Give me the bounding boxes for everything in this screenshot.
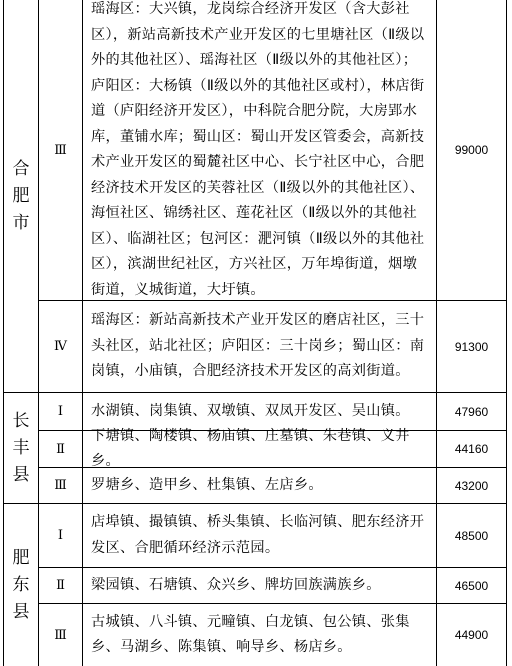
region-cell-feidong: [4, 504, 38, 666]
region-char: 长: [12, 410, 30, 431]
region-char: 肥: [12, 185, 30, 206]
area-cell: [83, 301, 436, 392]
price-cell: 47960: [454, 404, 489, 419]
area-cell: [83, 504, 436, 567]
area-text: 瑶海区：大兴镇，龙岗综合经济开发区（含大彭社区），新站高新技术产业开发区的七里塘社区（Ⅱ级以外的其他社区）、瑶海社区（Ⅱ级以外的其他社区）；庐阳区：大杨镇（Ⅱ级以外的其他社区或村），林店街道（庐阳经济开发区），中科院合肥分院，大房郢水库，董铺水库；蜀山区：蜀山开发区管委会，高新技术产业开发区的蜀麓社区中心、长宁社区中心，合肥经济技术开发区的芙蓉社区（Ⅱ级以外的其他社区）、海恒社区、锦绣社区、莲花社区（Ⅱ级以外的其他社区）、临湖社区；包河区：淝河镇（Ⅱ级以外的其他社区），滨湖世纪社区，方兴社区，万年埠街道，烟墩街道，义城街道，大圩镇。: [91, 1, 425, 298]
price-cell: 99000: [454, 143, 489, 157]
grade-cell: Ⅰ: [57, 528, 64, 543]
area-cell: [83, 604, 436, 666]
area-text: 瑶海区：新站高新技术产业开发区的磨店社区，三十头社区，站北社区；庐阳区：三十岗乡；蜀山区：南岗镇，小庙镇，合肥经济技术开发区的高刘街道。: [91, 312, 425, 380]
region-label-feidong: [12, 545, 30, 626]
region-char: 肥: [12, 547, 30, 568]
price-cell: 44900: [454, 628, 489, 642]
area-text: 罗塘乡、造甲乡、杜集镇、左店乡。: [91, 476, 323, 493]
grade-cell: Ⅰ: [57, 404, 64, 419]
region-char: 合: [12, 158, 30, 179]
area-text: 店埠镇、撮镇镇、桥头集镇、长临河镇、肥东经济开发区、合肥循环经济示范园。: [91, 514, 425, 556]
region-char: 市: [12, 212, 30, 233]
grade-cell: Ⅳ: [54, 339, 67, 354]
grade-cell: Ⅲ: [54, 478, 67, 493]
price-cell: 46500: [454, 578, 489, 593]
area-text: 下塘镇、陶楼镇、杨庙镇、庄墓镇、朱巷镇、义井乡。: [91, 427, 410, 469]
region-label-hefei: [12, 156, 30, 237]
region-char: 县: [12, 601, 30, 622]
price-cell: 91300: [454, 339, 489, 354]
price-cell: 44160: [454, 442, 489, 456]
grade-cell: Ⅱ: [56, 441, 65, 457]
region-char: 县: [12, 464, 30, 485]
region-cell-hefei: [4, 0, 38, 392]
region-label-changfeng: [12, 408, 30, 489]
price-cell: 43200: [454, 478, 489, 493]
area-cell: [83, 568, 436, 603]
area-cell: [83, 427, 436, 469]
grade-cell: Ⅲ: [54, 142, 67, 158]
area-text: 水湖镇、岗集镇、双墩镇、双凤开发区、吴山镇。: [91, 402, 410, 419]
price-cell: 48500: [454, 528, 489, 543]
region-char: 东: [12, 574, 30, 595]
area-cell: [83, 0, 436, 300]
area-cell: [83, 468, 436, 503]
grade-cell: Ⅲ: [54, 627, 67, 643]
grade-cell: Ⅱ: [56, 578, 65, 593]
area-text: 梁园镇、石塘镇、众兴乡、牌坊回族满族乡。: [91, 576, 381, 593]
region-cell-changfeng: [4, 393, 38, 503]
area-text: 古城镇、八斗镇、元疃镇、白龙镇、包公镇、张集乡、马湖乡、陈集镇、响导乡、杨店乡。: [91, 613, 410, 655]
region-char: 丰: [12, 437, 30, 458]
